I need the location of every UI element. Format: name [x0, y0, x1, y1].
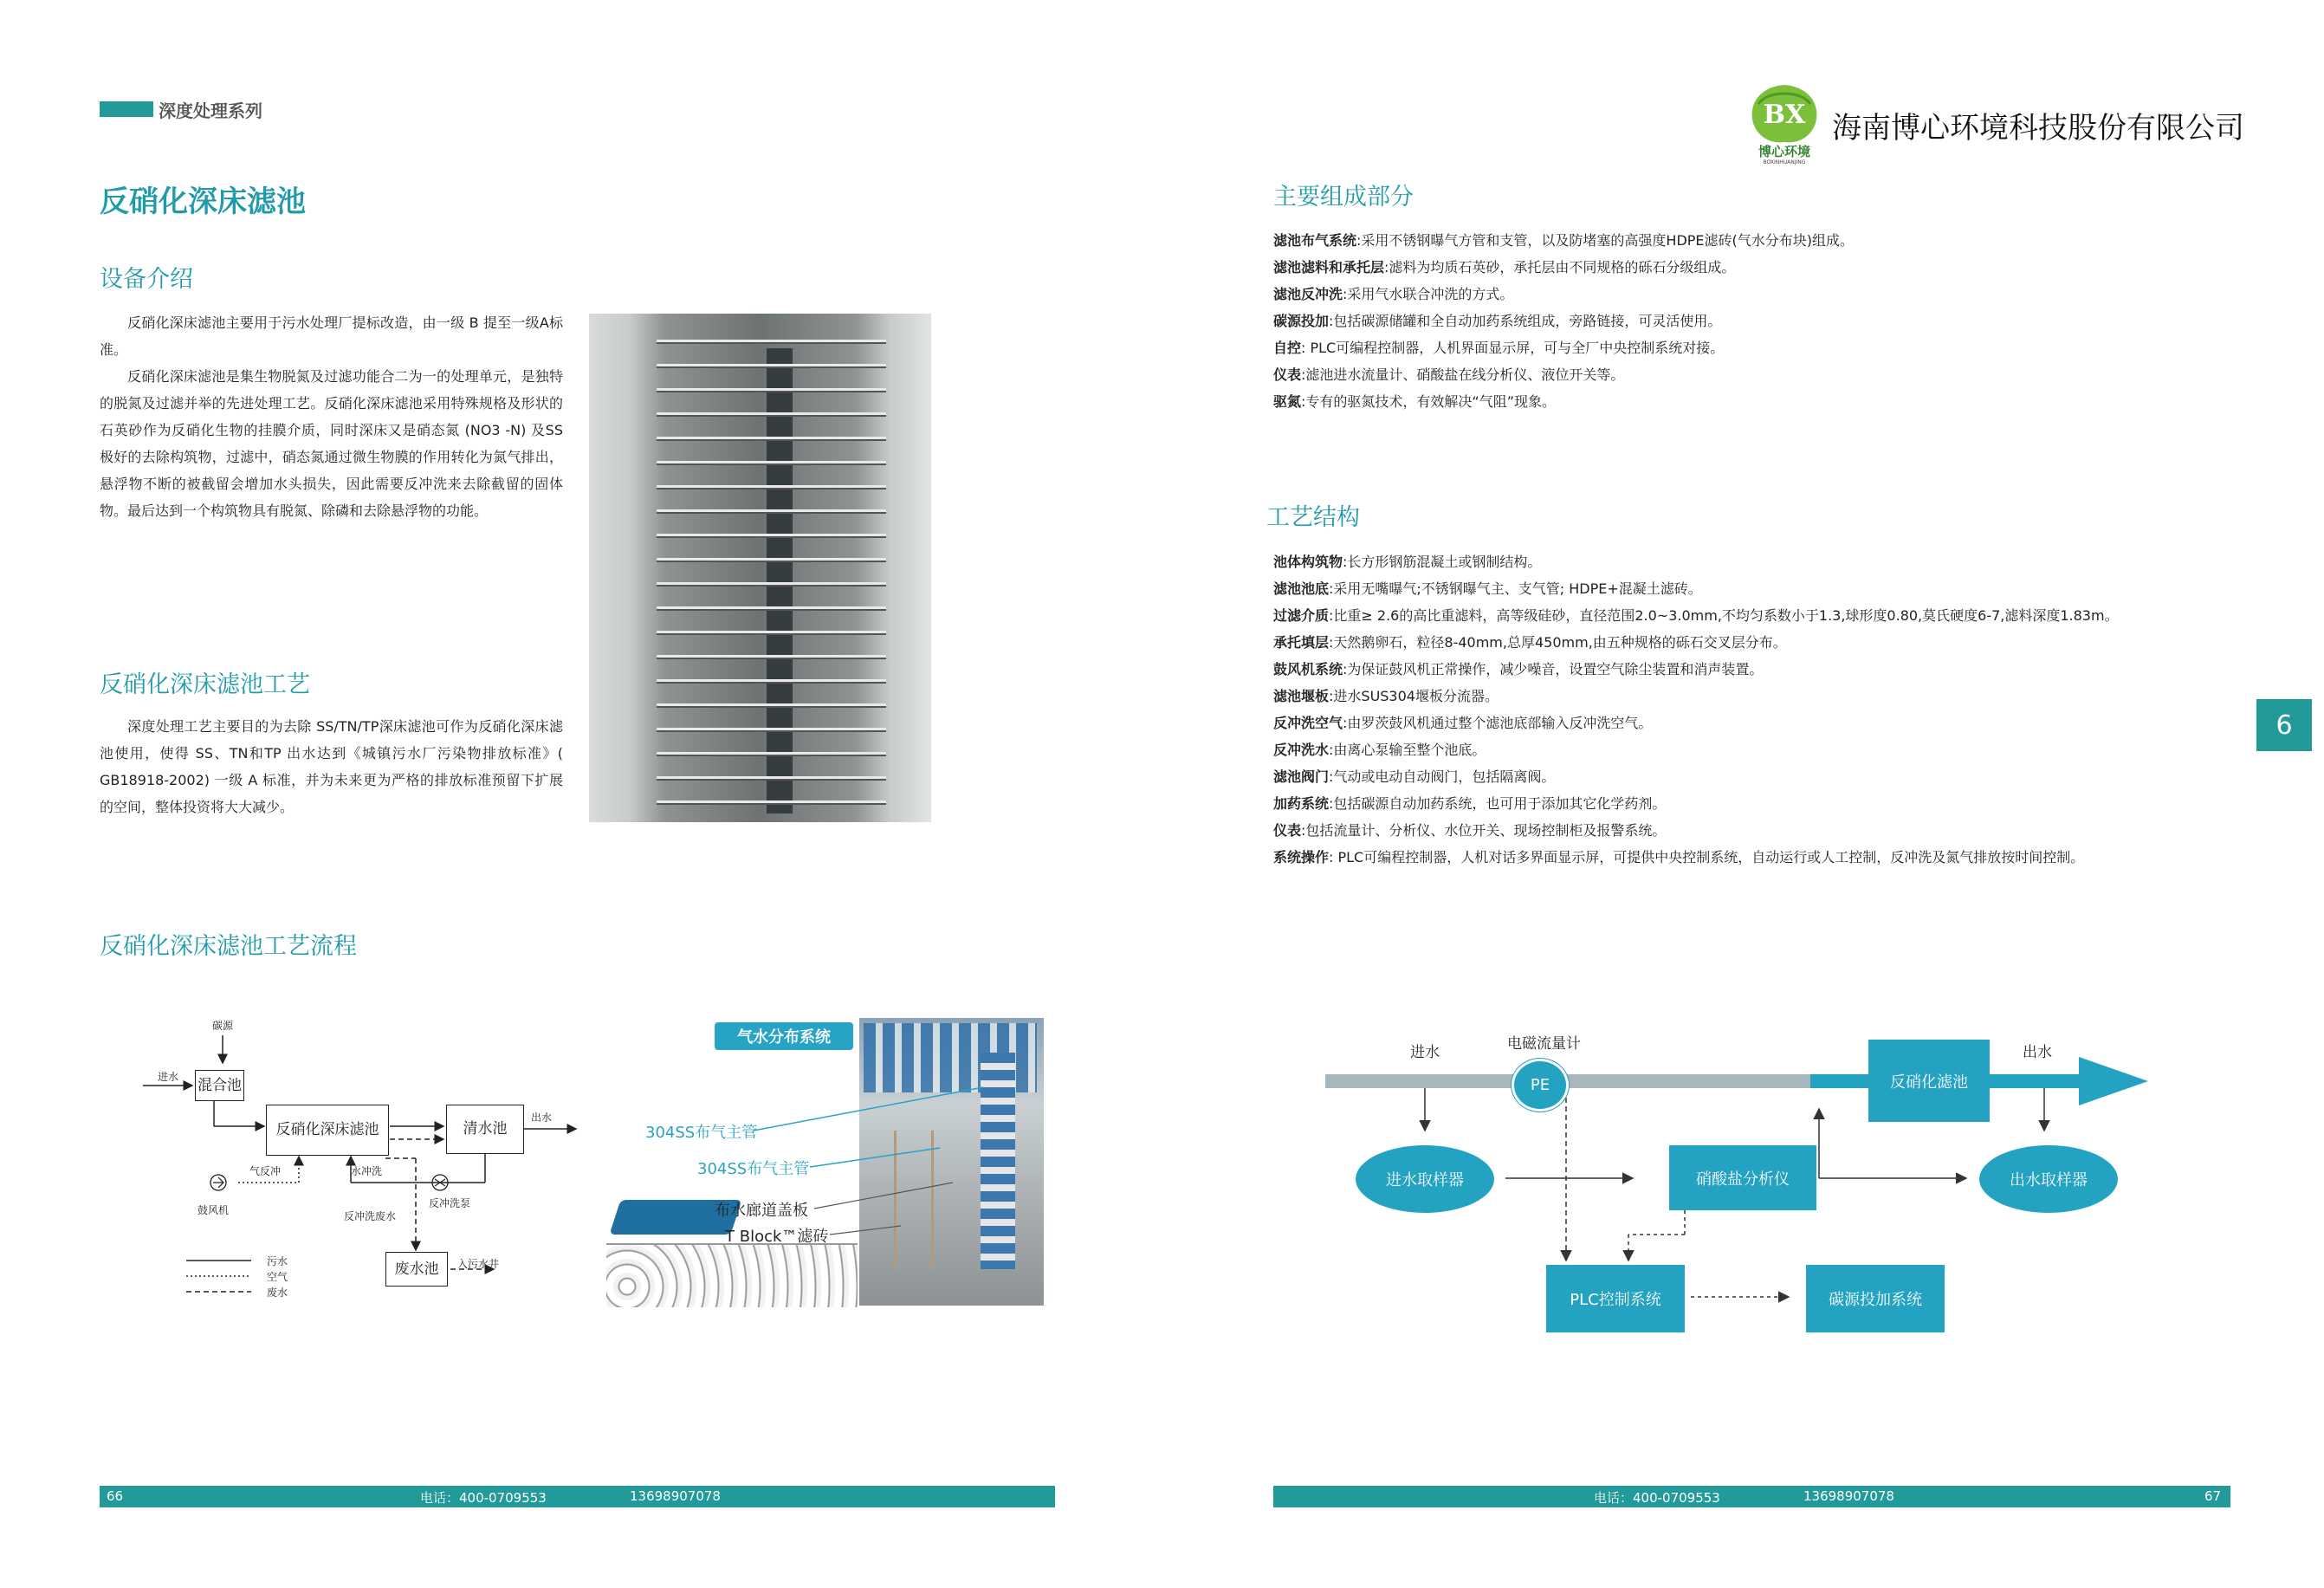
footer-right: [1273, 1486, 2230, 1507]
legend-waste: 废水: [267, 1287, 288, 1299]
intro-text: [100, 309, 563, 524]
mix-tank: 混合池: [195, 1070, 244, 1101]
structure-row: 过滤介质:比重≥ 2.6的高比重滤料，高等级硅砂，直径范围2.0~3.0mm,不均匀系数小于1.3,球形度0.80,莫氏硬度6-7,滤料深度1.83m。: [1273, 607, 2119, 624]
chapter-tab: 6: [2256, 699, 2312, 751]
structure-row: 反冲洗空气:由罗茨鼓风机通过整个滤池底部输入反冲洗空气。: [1273, 715, 1653, 731]
control-flow-diagram: [1325, 1027, 2148, 1338]
inlet-sampler: 进水取样器: [1356, 1145, 1494, 1213]
page-title: 反硝化深床滤池: [100, 185, 306, 219]
process-diagram: [139, 1018, 589, 1313]
page-number-left: 66: [107, 1488, 124, 1504]
section-label: 深度处理系列: [159, 100, 262, 121]
flow-inlet-label: 进水: [1410, 1044, 1440, 1061]
structure-row: 滤池堰板:进水SUS304堰板分流器。: [1273, 688, 1499, 704]
clear-tank: 清水池: [446, 1105, 524, 1154]
structure-row: 反冲洗水:由离心泵输至整个池底。: [1273, 742, 1486, 758]
legend-sewage: 污水: [267, 1255, 288, 1267]
section-marker: [100, 101, 153, 117]
mobile-left: 13698907078: [630, 1488, 721, 1504]
label-inlet: 进水: [158, 1071, 179, 1083]
outlet-sampler: 出水取样器: [1979, 1145, 2118, 1213]
legend-air: 空气: [267, 1271, 288, 1283]
component-row: 滤池滤料和承托层:滤料为均质石英砂，承托层由不同规格的砾石分级组成。: [1273, 259, 1736, 275]
page-number-right: 67: [2204, 1488, 2222, 1504]
structure-list: [1273, 548, 2119, 871]
structure-row: 系统操作: PLC可编程控制器，人机对话多界面显示屏，可提供中央控制系统，自动运行或人工控制，反冲洗及氮气排放按时间控制。: [1273, 849, 2085, 865]
label-outlet: 出水: [531, 1112, 553, 1124]
component-row: 驱氮:专有的驱氮技术，有效解决“气阻”现象。: [1273, 393, 1556, 410]
structure-row: 滤池阀门:气动或电动自动阀门，包括隔离阀。: [1273, 768, 1556, 785]
flow-filter-box: 反硝化滤池: [1868, 1040, 1990, 1122]
callout-lines: [606, 1018, 1044, 1306]
label-carbon: 碳源: [212, 1020, 234, 1032]
phone-left: 电话：400-0709553: [420, 1490, 547, 1506]
waste-tank: 废水池: [385, 1252, 448, 1287]
flowmeter-label: 电磁流量计: [1507, 1035, 1581, 1053]
distribution-badge: 气水分布系统: [715, 1022, 853, 1050]
structure-row: 仪表:包括流量计、分析仪、水位开关、现场控制柜及报警系统。: [1273, 822, 1667, 839]
flow-heading: 反硝化深床滤池工艺流程: [100, 933, 357, 960]
flow-outlet-label: 出水: [2023, 1044, 2052, 1061]
label-backwash-pump: 反冲洗泵: [429, 1197, 471, 1209]
component-row: 滤池反冲洗:采用气水联合冲洗的方式。: [1273, 286, 1514, 302]
callout-main-pipe-2: 304SS布气主管: [697, 1160, 810, 1178]
structure-row: 加药系统:包括碳源自动加药系统，也可用于添加其它化学药剂。: [1273, 795, 1667, 812]
structure-row: 滤池池底:采用无嘴曝气;不锈钢曝气主、支气管; HDPE+混凝土滤砖。: [1273, 580, 1702, 597]
filter-box: 反硝化深床滤池: [266, 1105, 389, 1156]
svg-text:BX: BX: [1763, 100, 1806, 130]
filter-photo: [589, 314, 931, 822]
structure-row: 鼓风机系统:为保证鼓风机正常操作，减少噪音，设置空气除尘装置和消声装置。: [1273, 661, 1764, 677]
structure-heading: 工艺结构: [1266, 504, 1360, 531]
structure-row: 池体构筑物:长方形钢筋混凝土或钢制结构。: [1273, 554, 1542, 570]
phone-right: 电话：400-0709553: [1594, 1490, 1720, 1506]
footer-left: [100, 1486, 1055, 1507]
svg-text:BOXINHUANJING: BOXINHUANJING: [1763, 159, 1806, 165]
intro-paragraph-1: 反硝化深床滤池主要用于污水处理厂提标改造，由一级 B 提至一级A标准。: [100, 314, 563, 358]
component-row: 滤池布气系统:采用不锈钢曝气方管和支管，以及防堵塞的高强度HDPE滤砖(气水分布块)组成。: [1273, 232, 1855, 249]
components-list: [1273, 227, 1854, 415]
component-row: 仪表:滤池进水流量计、硝酸盐在线分析仪、液位开关等。: [1273, 366, 1625, 383]
intro-heading: 设备介绍: [100, 266, 193, 293]
label-to-sewer: 入污水井: [457, 1258, 500, 1270]
process-heading: 反硝化深床滤池工艺: [100, 671, 310, 698]
label-water-backwash: 水冲洗: [351, 1165, 383, 1177]
distribution-photo: [606, 1018, 1044, 1306]
flowmeter-node: PE: [1512, 1059, 1569, 1112]
carbon-dosing-system: 碳源投加系统: [1806, 1265, 1945, 1332]
label-blower: 鼓风机: [197, 1204, 230, 1216]
label-backwash-waste: 反冲洗废水: [344, 1210, 397, 1222]
process-paragraph: 深度处理工艺主要目的为去除 SS/TN/TP深床滤池可作为反硝化深床滤池使用，使得 SS、TN和TP 出水达到《城镇污水厂污染物排放标准》( GB18918-2002) 一级 A 标准，并为未来更为严格的排放标准预留下扩展的空间，整体投资将大大减少。: [100, 718, 563, 815]
label-air-backwash: 气反冲: [249, 1165, 282, 1177]
company-name: 海南博心环境科技股份有限公司: [1832, 111, 2244, 146]
callout-tblock: T Block™滤砖: [725, 1228, 829, 1246]
component-row: 自控: PLC可编程控制器，人机界面显示屏，可与全厂中央控制系统对接。: [1273, 340, 1725, 356]
logo-icon: [1741, 78, 1828, 165]
plc-system: PLC控制系统: [1546, 1265, 1685, 1332]
mobile-right: 13698907078: [1803, 1488, 1894, 1504]
component-row: 碳源投加:包括碳源储罐和全自动加药系统组成，旁路链接，可灵活使用。: [1273, 313, 1722, 329]
callout-cover: 布水廊道盖板: [715, 1202, 808, 1220]
company-logo: [1741, 78, 1828, 165]
process-text: [100, 713, 563, 820]
svg-text:博心环境: 博心环境: [1758, 144, 1811, 159]
structure-row: 承托填层:天然鹅卵石，粒径8-40mm,总厚450mm,由五种规格的砾石交叉层分布。: [1273, 634, 1787, 651]
intro-paragraph-2: 反硝化深床滤池是集生物脱氮及过滤功能合二为一的处理单元，是独特的脱氮及过滤并举的先进处理工艺。反硝化深床滤池采用特殊规格及形状的石英砂作为反硝化生物的挂膜介质，同时深床又是硝态氮 (NO3 -N) 及SS 极好的去除构筑物，过滤中，硝态氮通过微生物膜的作用转化为氮气排出，悬浮物不断的被截留会增加水头损失，因此需要反冲洗来去除截留的固体物。最后达到一个构筑物具有脱氮、除磷和去除悬浮物的功能。: [100, 368, 563, 519]
callout-main-pipe-1: 304SS布气主管: [645, 1124, 758, 1142]
components-heading: 主要组成部分: [1273, 184, 1414, 211]
nitrate-analyzer: 硝酸盐分析仪: [1669, 1145, 1816, 1210]
